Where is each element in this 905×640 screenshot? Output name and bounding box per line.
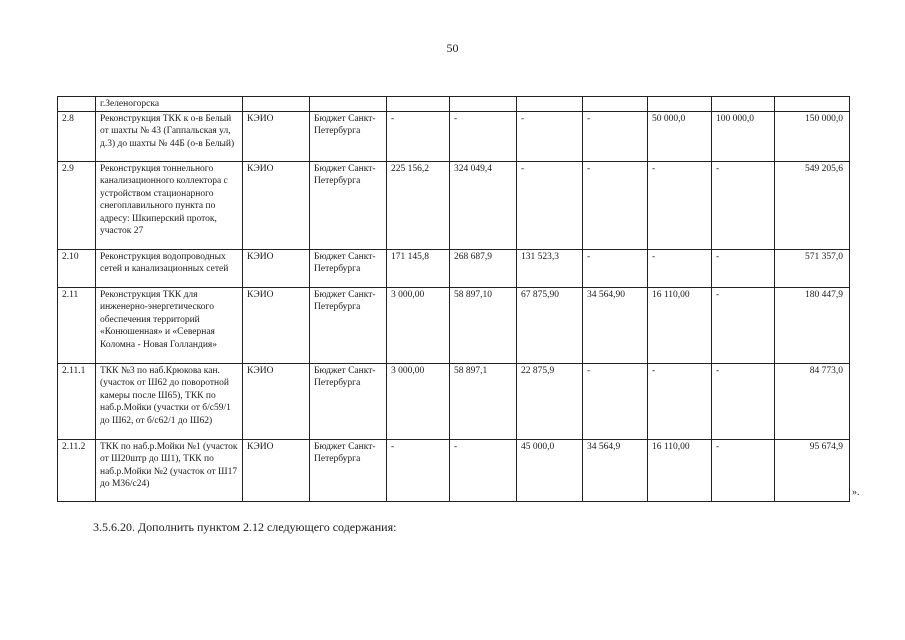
- row-name: Реконструкция водопроводных сетей и канализационных сетей: [96, 249, 243, 287]
- row-value-6: -: [712, 287, 775, 363]
- row-source: Бюджет Санкт-Петербурга: [310, 363, 387, 439]
- row-value-6: -: [712, 161, 775, 249]
- row-value-5: -: [648, 161, 712, 249]
- row-value-4: -: [583, 249, 648, 287]
- row-source: Бюджет Санкт-Петербурга: [310, 249, 387, 287]
- table-row-continuation: [58, 97, 850, 112]
- row-id: 2.8: [58, 111, 96, 161]
- row-value-4: 34 564,9: [583, 439, 648, 501]
- row-value-3: 131 523,3: [517, 249, 583, 287]
- table-row: [58, 111, 850, 161]
- table-row: [58, 363, 850, 439]
- row-value-2: -: [450, 111, 517, 161]
- row-total: 95 674,9: [775, 439, 850, 501]
- row-total: 180 447,9: [775, 287, 850, 363]
- row-name: ТКК №3 по наб.Крюкова кан. (участок от Ш62 до поворотной камеры после Ш65), ТКК по наб.р.Мойки (участки от б/с59/1 до Ш62, от б/с62/1 до Ш62): [96, 363, 243, 439]
- row-source: Бюджет Санкт-Петербурга: [310, 287, 387, 363]
- row-value-6: 100 000,0: [712, 111, 775, 161]
- row-value-1: 225 156,2: [387, 161, 450, 249]
- row-value-1: 3 000,00: [387, 287, 450, 363]
- row-value-4: 34 564,90: [583, 287, 648, 363]
- row-id: 2.9: [58, 161, 96, 249]
- row-name: г.Зеленогорска: [96, 97, 243, 112]
- row-executor: КЭИО: [243, 161, 310, 249]
- row-value-5: 50 000,0: [648, 111, 712, 161]
- row-value-4: -: [583, 161, 648, 249]
- table-row: [58, 439, 850, 501]
- row-name: ТКК по наб.р.Мойки №1 (участок от Ш20штр до Ш1), ТКК по наб.р.Мойки №2 (участок от Ш17 до М36/с24): [96, 439, 243, 501]
- row-value-2: 324 049,4: [450, 161, 517, 249]
- row-value-5: 16 110,00: [648, 287, 712, 363]
- row-executor: КЭИО: [243, 439, 310, 501]
- row-id: 2.11: [58, 287, 96, 363]
- row-total: 150 000,0: [775, 111, 850, 161]
- row-total: 571 357,0: [775, 249, 850, 287]
- row-value-3: 22 875,9: [517, 363, 583, 439]
- row-name: Реконструкция тоннельного канализационного коллектора с устройством стационарного снегоплавильного пункта по адресу: Шкиперский проток, участок 27: [96, 161, 243, 249]
- row-value-6: -: [712, 249, 775, 287]
- row-total: 549 205,6: [775, 161, 850, 249]
- row-value-1: 3 000,00: [387, 363, 450, 439]
- row-source: Бюджет Санкт-Петербурга: [310, 161, 387, 249]
- row-id: 2.11.1: [58, 363, 96, 439]
- row-total: 84 773,0: [775, 363, 850, 439]
- row-executor: КЭИО: [243, 287, 310, 363]
- row-value-6: -: [712, 363, 775, 439]
- row-source: Бюджет Санкт-Петербурга: [310, 111, 387, 161]
- table-row: [58, 161, 850, 249]
- table-row: [58, 249, 850, 287]
- row-executor: КЭИО: [243, 111, 310, 161]
- row-name: Реконструкция ТКК к о-в Белый от шахты № 43 (Гаппальская ул, д.3) до шахты № 44Б (о-в Белый): [96, 111, 243, 161]
- row-value-1: 171 145,8: [387, 249, 450, 287]
- row-value-3: -: [517, 161, 583, 249]
- amendment-paragraph: 3.5.6.20. Дополнить пунктом 2.12 следующего содержания:: [93, 520, 397, 534]
- row-id: 2.10: [58, 249, 96, 287]
- row-executor: КЭИО: [243, 363, 310, 439]
- row-name: Реконструкция ТКК для инженерно-энергетического обеспечения территорий «Конюшенная» и «Северная Коломна - Новая Голландия»: [96, 287, 243, 363]
- row-executor: КЭИО: [243, 249, 310, 287]
- row-value-5: -: [648, 363, 712, 439]
- row-value-3: 45 000,0: [517, 439, 583, 501]
- row-value-5: -: [648, 249, 712, 287]
- row-value-1: -: [387, 111, 450, 161]
- row-value-2: 268 687,9: [450, 249, 517, 287]
- row-id: 2.11.2: [58, 439, 96, 501]
- page-number: 50: [446, 41, 459, 55]
- row-value-2: -: [450, 439, 517, 501]
- row-value-4: -: [583, 363, 648, 439]
- closing-quote: ».: [852, 487, 860, 498]
- row-source: Бюджет Санкт-Петербурга: [310, 439, 387, 501]
- budget-table: [57, 96, 850, 502]
- row-value-2: 58 897,1: [450, 363, 517, 439]
- row-value-1: -: [387, 439, 450, 501]
- table-row: [58, 287, 850, 363]
- row-value-4: -: [583, 111, 648, 161]
- row-value-3: -: [517, 111, 583, 161]
- row-value-6: -: [712, 439, 775, 501]
- row-value-5: 16 110,00: [648, 439, 712, 501]
- row-value-2: 58 897,10: [450, 287, 517, 363]
- row-value-3: 67 875,90: [517, 287, 583, 363]
